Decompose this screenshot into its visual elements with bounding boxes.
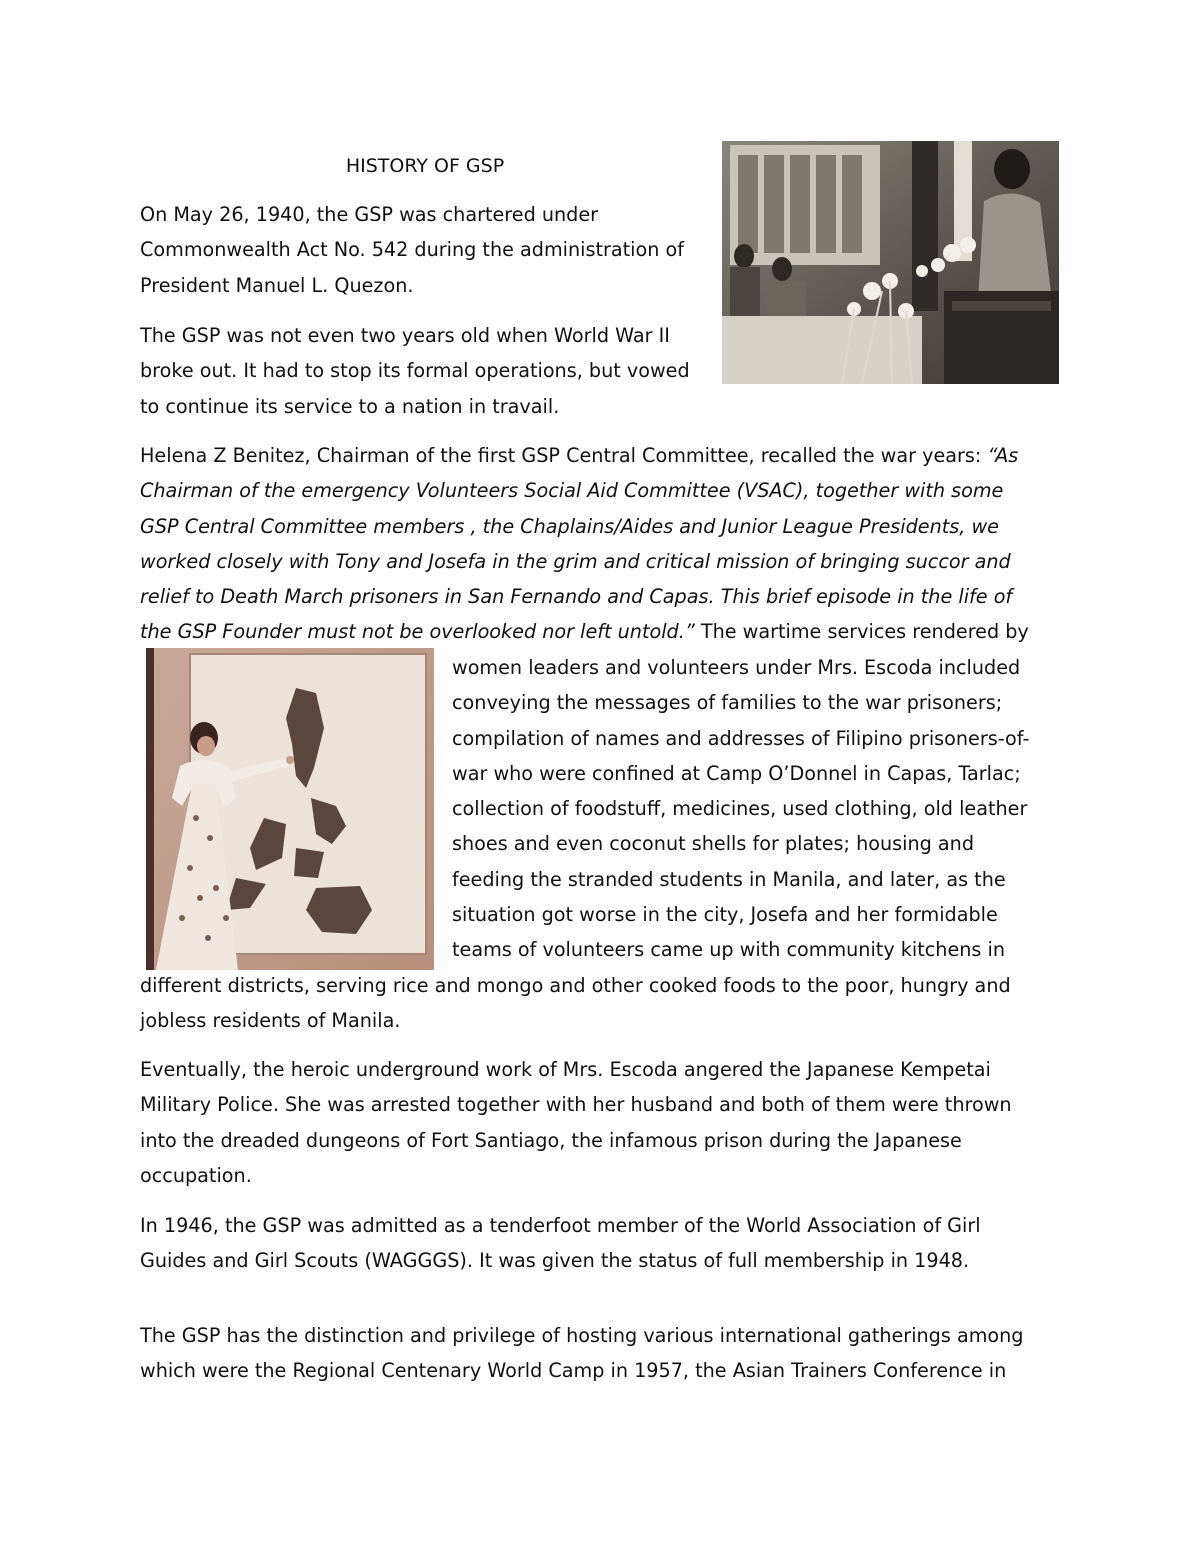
text-line: which were the Regional Centenary World Camp in 1957, the Asian Trainers Conference in — [140, 1359, 1007, 1383]
text-line — [140, 438, 1029, 473]
text-line: into the dreaded dungeons of Fort Santiago, the infamous prison during the Japanese — [140, 1128, 962, 1152]
text-line: conveying the messages of families to the war prisoners; — [452, 691, 1003, 715]
paragraph-international-gatherings — [140, 1318, 1024, 1389]
quote-segment: the GSP Founder must not be overlooked nor left untold.” — [140, 620, 695, 644]
text-line: President Manuel L. Quezon. — [140, 273, 414, 297]
paragraph-charter — [140, 197, 684, 303]
quote-segment: Chairman of the emergency Volunteers Social Aid Committee (VSAC), together with some — [140, 479, 1004, 503]
paragraph-arrest — [140, 1052, 1012, 1193]
text-line: shoes and even coconut shells for plates; housing and — [452, 832, 975, 856]
text-line: occupation. — [140, 1163, 252, 1187]
text-line — [140, 544, 1029, 579]
text-line: Military Police. She was arrested together with her husband and both of them were thrown — [140, 1093, 1012, 1117]
text-line — [140, 473, 1029, 508]
text-line: The GSP was not even two years old when World War II — [140, 324, 670, 347]
text-segment: The wartime services rendered by — [694, 620, 1029, 644]
text-line: jobless residents of Manila. — [140, 1008, 401, 1032]
text-line — [140, 509, 1029, 544]
text-line: On May 26, 1940, the GSP was chartered under — [140, 203, 599, 226]
quote-segment: worked closely with Tony and Josefa in the grim and critical mission of bringing succor and — [140, 549, 1011, 573]
text-line: In 1946, the GSP was admitted as a tenderfoot member of the World Association of Girl — [140, 1214, 981, 1237]
text-line: teams of volunteers came up with community kitchens in — [452, 938, 1006, 962]
text-line: feeding the stranded students in Manila, and later, as the — [452, 867, 1006, 891]
paragraph-benitez-quote — [140, 438, 1029, 650]
text-line: to continue its service to a nation in travail. — [140, 394, 560, 418]
text-line: The GSP has the distinction and privilege of hosting various international gatherings among — [140, 1324, 1024, 1347]
quote-segment: relief to Death March prisoners in San Fernando and Capas. This brief episode in the life of — [140, 585, 1013, 609]
text-line: war who were confined at Camp O’Donnel in Capas, Tarlac; — [452, 761, 1021, 785]
paragraph-wagggs — [140, 1208, 981, 1279]
text-line: women leaders and volunteers under Mrs. Escoda included — [452, 656, 1021, 679]
text-line — [140, 614, 1029, 649]
text-line — [140, 579, 1029, 614]
document-title: HISTORY OF GSP — [345, 155, 505, 177]
text-line: compilation of names and addresses of Filipino prisoners-of- — [452, 726, 1030, 750]
text-line: Eventually, the heroic underground work of Mrs. Escoda angered the Japanese Kempetai — [140, 1058, 991, 1081]
text-line: broke out. It had to stop its formal operations, but vowed — [140, 359, 690, 383]
text-segment: Helena Z Benitez, Chairman of the first GSP Central Committee, recalled the war years: — [140, 444, 988, 467]
paragraph-world-war — [140, 318, 690, 424]
text-line: Commonwealth Act No. 542 during the administration of — [140, 238, 684, 262]
quote-segment: GSP Central Committee members , the Chaplains/Aides and Junior League Presidents, we — [140, 514, 999, 538]
quote-segment: “As — [987, 444, 1019, 467]
text-line: situation got worse in the city, Josefa and her formidable — [452, 903, 998, 927]
podium-speech-photo — [722, 141, 1059, 384]
text-line: collection of foodstuff, medicines, used clothing, old leather — [452, 797, 1028, 821]
paragraph-wartime-services — [140, 650, 1029, 1038]
text-line: Guides and Girl Scouts (WAGGGS). It was given the status of full membership in 1948. — [140, 1249, 970, 1273]
text-line: different districts, serving rice and mongo and other cooked foods to the poor, hungry and — [140, 973, 1011, 997]
